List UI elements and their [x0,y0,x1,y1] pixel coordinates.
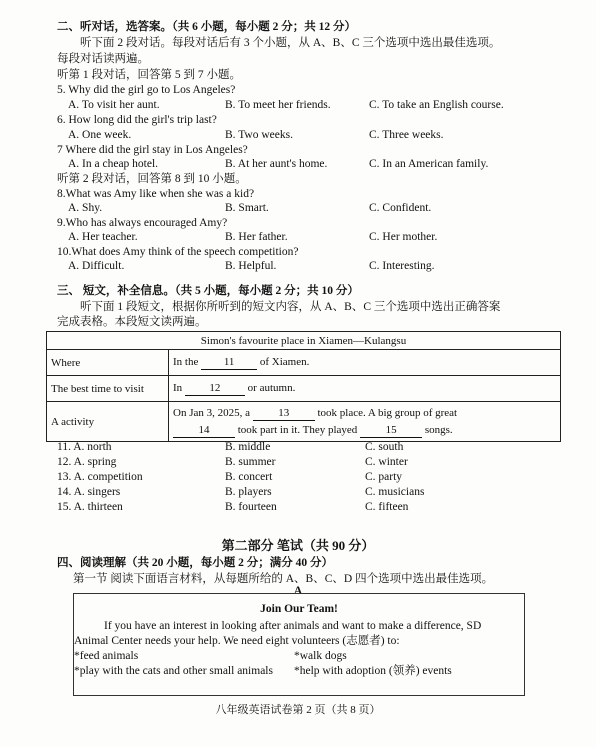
q6-option-b: B. Two weeks. [225,129,293,141]
part2-heading: 第二部分 笔试（共 90 分） [221,538,375,553]
option-11-b: B. middle [225,441,271,453]
q10-option-c: C. Interesting. [369,260,435,272]
q6-option-a: A. One week. [68,129,132,141]
option-11-a: 11. A. north [57,441,112,453]
q7-question: 7 Where did the girl stay in Los Angeles? [57,144,248,156]
option-12-b: B. summer [225,456,276,468]
passage-line-1: If you have an interest in looking after animals and want to make a difference, SD [104,620,482,632]
q5-option-b: B. To meet her friends. [225,99,331,111]
q9-option-a: A. Her teacher. [68,231,138,243]
passage-box [73,593,525,696]
option-12-a: 12. A. spring [57,456,117,468]
q6-question: 6. How long did the girl's trip last? [57,114,217,126]
activity-text-1: On Jan 3, 2025, a [173,406,250,419]
table-title: Simon's favourite place in Xiamen—Kulangsu [47,332,561,350]
passage-line-2: Animal Center needs your help. We need eight volunteers (志愿者) to: [74,635,400,647]
q5-option-a: A. To visit her aunt. [68,99,160,111]
q9-option-c: C. Her mother. [369,231,438,243]
q9-question: 9.Who has always encouraged Amy? [57,217,228,229]
q10-option-b: B. Helpful. [225,260,277,272]
where-text-pre: In the [173,356,199,368]
section4-instruction: 第一节 阅读下面语言材料，从每题所给的 A、B、C、D 四个选项中选出最佳选项。 [73,573,494,585]
passage-item-1: *feed animals [74,650,139,662]
q7-option-c: C. In an American family. [369,158,489,170]
section2-instruction: 听下面 2 段对话。每段对话后有 3 个小题，从 A、B、C 三个选项中选出最佳选项。 [80,37,501,49]
q5-option-c: C. To take an English course. [369,99,504,111]
passage-item-4: *help with adoption (领养) events [294,665,452,677]
q10-question: 10.What does Amy think of the speech competition? [57,246,299,258]
activity-text-2: took place. A big group of great [317,406,458,419]
option-14-c: C. musicians [365,486,425,498]
option-13-a: 13. A. competition [57,471,143,483]
dialogue2-intro: 听第 2 段对话，回答第 8 到 10 小题。 [57,173,247,185]
table-label-where: Where [47,350,169,376]
table-cell-activity [169,402,561,442]
table-label-best-time: The best time to visit [47,376,169,402]
passage-title: Join Our Team! [260,603,338,615]
blank-11: 11 [201,356,257,370]
activity-text-3: took part in it. They played [237,423,358,436]
best-time-text-pre: In [173,382,183,394]
table-cell-where [169,350,561,376]
option-15-b: B. fourteen [225,501,277,513]
q7-option-a: A. In a cheap hotel. [68,158,159,170]
option-14-a: 14. A. singers [57,486,121,498]
passage-item-3: *play with the cats and other small animals [74,665,273,677]
activity-text-4: songs. [424,423,453,436]
passage-item-2: *walk dogs [294,650,347,662]
blank-13: 13 [253,407,315,421]
section2-instruction-2: 每段对话读两遍。 [57,53,149,65]
where-text-post: of Xiamen. [259,356,310,368]
blank-15: 15 [360,424,422,438]
q8-option-a: A. Shy. [68,202,103,214]
info-table [46,331,561,442]
option-13-c: C. party [365,471,403,483]
option-12-c: C. winter [365,456,408,468]
blank-12: 12 [185,382,245,396]
section2-heading: 二、听对话，选答案。（共 6 小题，每小题 2 分；共 12 分） [57,21,356,33]
q8-option-b: B. Smart. [225,202,269,214]
option-14-b: B. players [225,486,272,498]
option-11-c: C. south [365,441,404,453]
option-13-b: B. concert [225,471,273,483]
q8-option-c: C. Confident. [369,202,432,214]
q7-option-b: B. At her aunt's home. [225,158,328,170]
passage-label: A [293,585,303,597]
q9-option-b: B. Her father. [225,231,288,243]
q6-option-c: C. Three weeks. [369,129,444,141]
blank-14: 14 [173,424,235,438]
table-cell-best-time [169,376,561,402]
page-footer: 八年级英语试卷第 2 页（共 8 页） [215,704,381,716]
section3-heading: 三、 短文，补全信息。（共 5 小题，每小题 2 分；共 10 分） [57,285,359,297]
q8-question: 8.What was Amy like when she was a kid? [57,188,255,200]
dialogue1-intro: 听第 1 段对话，回答第 5 到 7 小题。 [57,69,241,81]
option-15-a: 15. A. thirteen [57,501,123,513]
table-label-activity: A activity [47,402,169,442]
q10-option-a: A. Difficult. [68,260,125,272]
option-15-c: C. fifteen [365,501,409,513]
section3-instruction-2: 完成表格。本段短文读两遍。 [57,316,207,328]
q5-question: 5. Why did the girl go to Los Angeles? [57,84,236,96]
best-time-text-post: or autumn. [247,382,296,394]
section4-heading: 四、阅读理解（共 20 小题，每小题 2 分；满分 40 分） [57,557,333,569]
section3-instruction: 听下面 1 段短文，根据你所听到的短文内容，从 A、B、C 三个选项中选出正确答案 [80,301,501,313]
